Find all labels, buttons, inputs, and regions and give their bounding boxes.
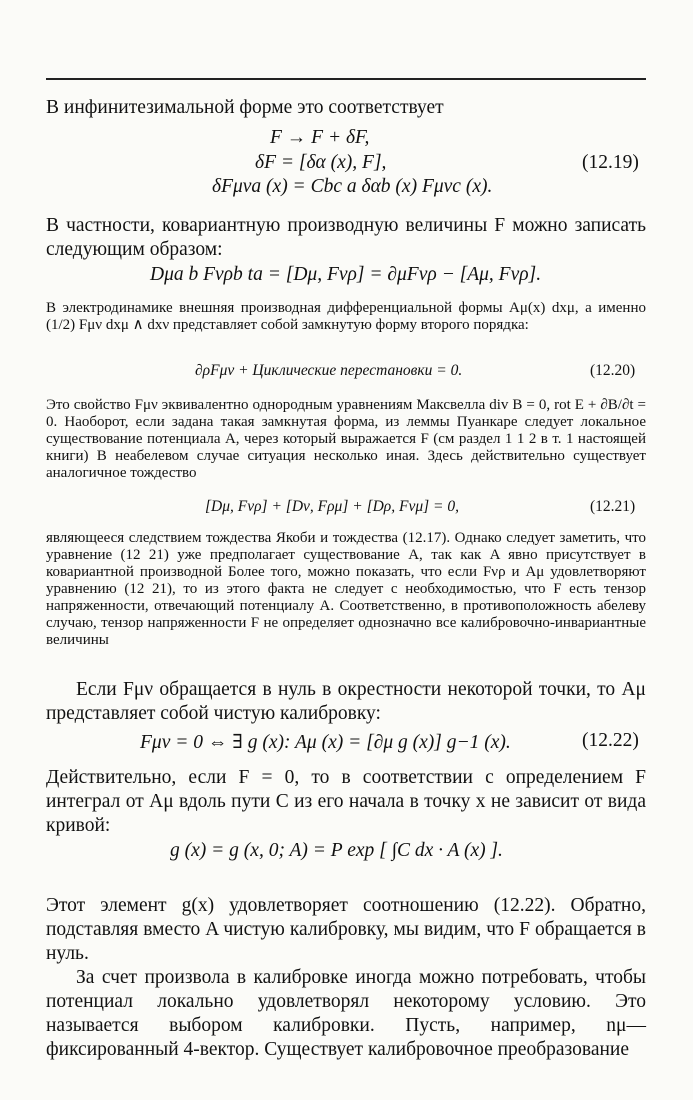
equation-12-20: ∂ρFμν + Циклические перестановки = 0.: [195, 362, 463, 379]
header-rule: [46, 78, 646, 80]
equation-12-19-line-2: δF = [δα (x), F],: [255, 152, 387, 173]
equation-12-19-line-3: δFμνa (x) = Cbc a δαb (x) Fμνc (x).: [212, 176, 493, 197]
paragraph-indeed: Действительно, если F = 0, то в соответствии с определением F интеграл от Aμ вдоль пути C из его начала в точку x не зависит от вида кривой:: [46, 767, 646, 836]
paragraph-maxwell: Это свойство Fμν эквивалентно однородным уравнениям Максвелла div B = 0, rot E + ∂B/∂t = 0. Наоборот, если задана такая замкнутая форма, из леммы Пуанкаре следует локальное существование потенциала A, через который выражается F (см раздел 1 1 2 в т. 1 настоящей книги) В неабелевом случае ситуация несколько иная. Здесь действительно существует аналогичное тождество: [46, 397, 646, 481]
equation-covariant-derivative: Dμa b Fνρb ta = [Dμ, Fνρ] = ∂μFνρ − [Aμ, Fνρ].: [150, 264, 542, 285]
paragraph-pure-gauge: Если Fμν обращается в нуль в окрестности некоторой точки, то Aμ представляет собой чистую калибровку:: [46, 679, 646, 724]
paragraph-this-element: Этот элемент g(x) удовлетворяет соотношению (12.22). Обратно, подставляя вместо A чистую калибровку, мы видим, что F обращается в нуль.: [46, 895, 646, 964]
paragraph-intro: В инфинитезимальной форме это соответствует: [46, 97, 444, 118]
equation-number-12-19: (12.19): [582, 152, 639, 173]
equation-number-12-22: (12.22): [582, 730, 639, 751]
equation-number-12-21: (12.21): [590, 498, 636, 515]
equation-number-12-20: (12.20): [590, 362, 636, 379]
paragraph-gauge-choice: За счет произвола в калибровке иногда можно потребовать, чтобы потенциал локально удовлетворял некоторому условию. Это называется выбором калибровки. Пусть, например, nμ—фиксированный 4-вектор. Существует калибровочное преобразование: [46, 967, 646, 1060]
equation-path-exponential: g (x) = g (x, 0; A) = P exp [ ∫C dx · A (x) ].: [170, 840, 503, 861]
paragraph-jacobi: являющееся следствием тождества Якоби и тождества (12.17). Однако следует заметить, что уравнение (12 21) уже предполагает существование A, так как A явно присутствует в ковариантной производной Более того, можно показать, что если Fνρ и Aμ удовлетворяют уравнению (12 21), то из этого факта не следует с необходимостью, что F есть тензор напряженности, отвечающий потенциалу A. Соответственно, в противоположность абелеву случаю, тензор напряженности F не определяет однозначно все калибровочно-инвариантные величины: [46, 530, 646, 648]
equation-12-19-line-1: F → F + δF,: [270, 127, 370, 148]
paragraph-electrodynamics: В электродинамике внешняя производная дифференциальной формы Aμ(x) dxμ, а именно (1/2) Fμν dxμ ∧ dxν представляет собой замкнутую форму второго порядка:: [46, 300, 646, 333]
equation-12-22: Fμν = 0 ⇔ ∃ g (x): Aμ (x) = [∂μ g (x)] g−1 (x).: [140, 732, 511, 753]
paragraph-covariant-derivative: В частности, ковариантную производную величины F можно записать следующим образом:: [46, 215, 646, 260]
equation-12-21: [Dμ, Fνρ] + [Dν, Fρμ] + [Dρ, Fνμ] = 0,: [205, 498, 459, 515]
